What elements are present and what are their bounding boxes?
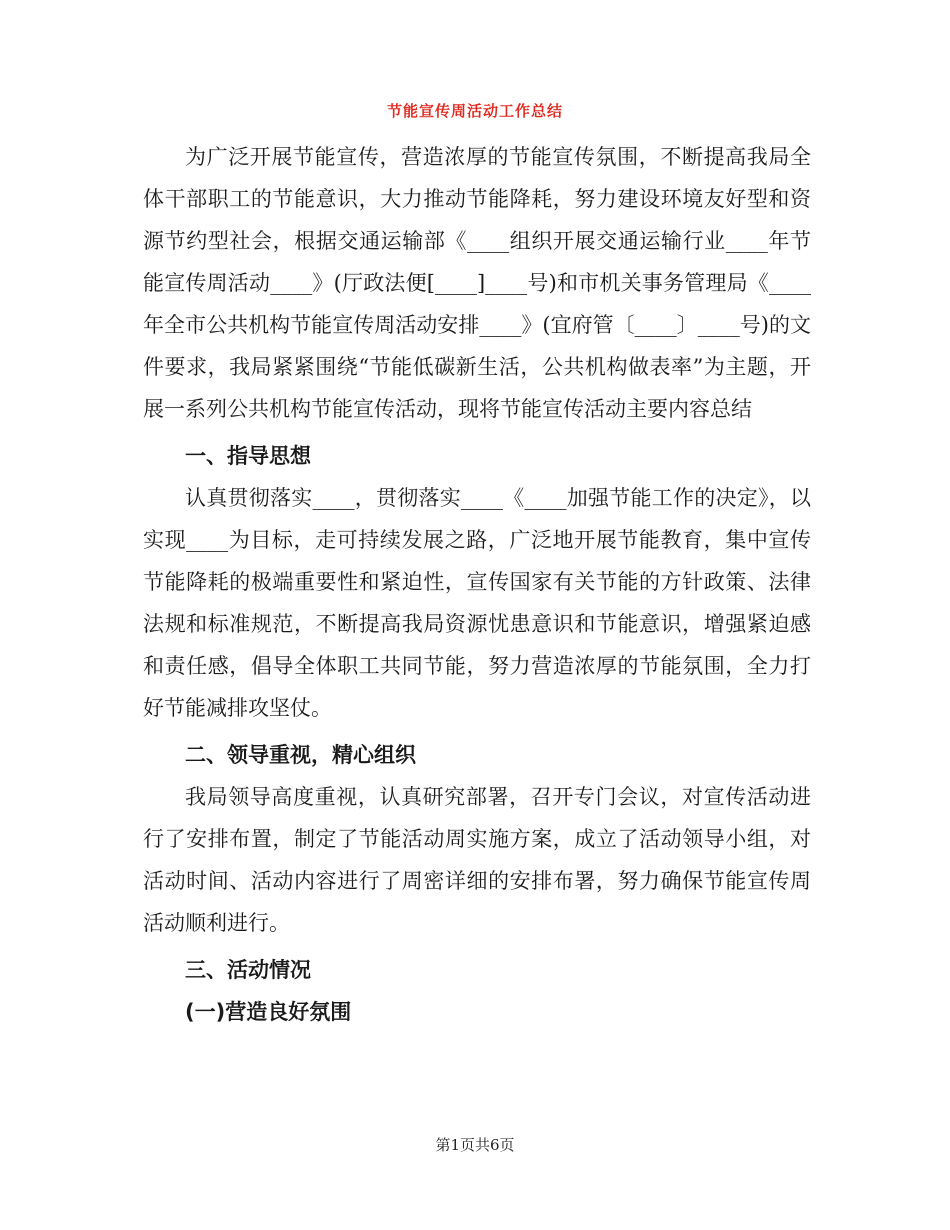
section-heading-leadership: 二、领导重视，精心组织 (185, 743, 416, 767)
leadership-paragraph: 我局领导高度重视，认真研究部署，召开专门会议，对宣传活动进行了安排布置，制定了节能活动周实施方案，成立了活动领导小组，对活动时间、活动内容进行了周密详细的安排布署，努力确保节能宣传周活动顺利进行。 (143, 785, 811, 935)
document-title: 节能宣传周活动工作总结 (386, 102, 563, 120)
section-heading-activities: 三、活动情况 (185, 958, 311, 982)
section-heading-guiding-thought: 一、指导思想 (185, 444, 311, 468)
intro-paragraph: 为广泛开展节能宣传，营造浓厚的节能宣传氛围，不断提高我局全体干部职工的节能意识，大力推动节能降耗，努力建设环境友好型和资源节约型社会，根据交通运输部《____组织开展交通运输行业____年节能宣传周活动____》(厅政法便[____]____号)和市机关事务管理局《____年全市公共机构节能宣传周活动安排____》(宜府管〔____〕____号)的文件要求，我局紧紧围绕“节能低碳新生活，公共机构做表率”为主题，开展一系列公共机构节能宣传活动，现将节能宣传活动主要内容总结 (143, 145, 811, 421)
subsection-heading-atmosphere: (一)营造良好氛围 (185, 1000, 352, 1024)
guiding-thought-paragraph: 认真贯彻落实____，贯彻落实____《____加强节能工作的决定》，以实现____为目标，走可持续发展之路，广泛地开展节能教育，集中宣传节能降耗的极端重要性和紧迫性，宣传国家有关节能的方针政策、法律法规和标准规范，不断提高我局资源忧患意识和节能意识，增强紧迫感和责任感，倡导全体职工共同节能，努力营造浓厚的节能氛围，全力打好节能减排攻坚仗。 (143, 486, 811, 720)
document-body (143, 136, 811, 1033)
page-number-footer: 第1页共6页 (435, 1136, 515, 1154)
